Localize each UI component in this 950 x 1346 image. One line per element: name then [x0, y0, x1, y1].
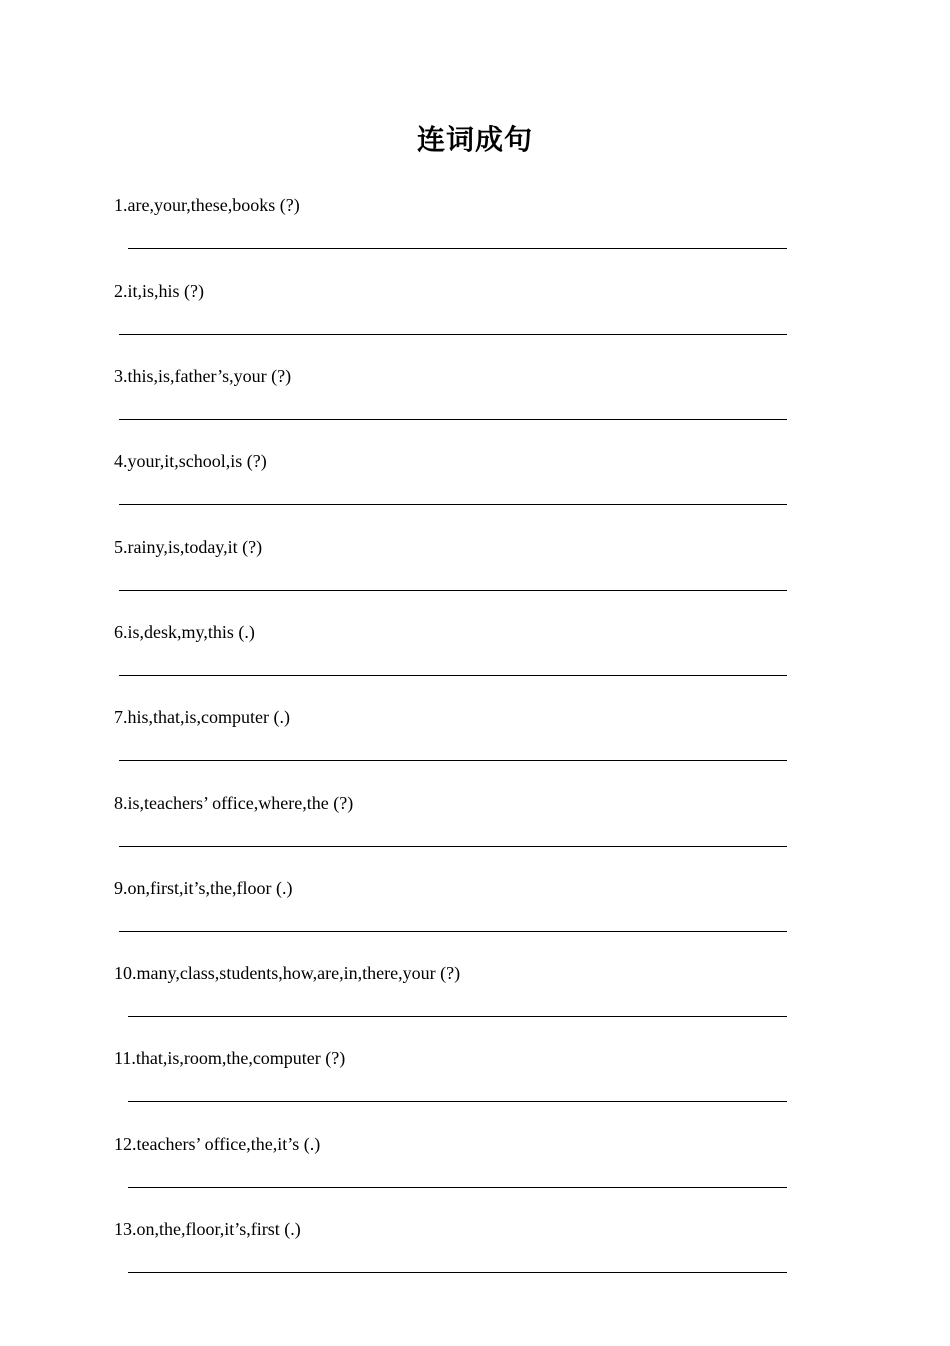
question-item — [114, 620, 804, 700]
question-prompt: 12.teachers’ office,the,it’s (.) — [114, 1134, 321, 1154]
question-prompt: 5.rainy,is,today,it (?) — [114, 537, 263, 557]
answer-line[interactable] — [119, 590, 787, 591]
answer-line[interactable] — [119, 760, 787, 761]
answer-line[interactable] — [119, 334, 787, 335]
question-item — [114, 535, 804, 615]
answer-line[interactable] — [128, 1272, 787, 1273]
question-item — [114, 449, 804, 529]
question-item — [114, 1046, 804, 1126]
question-item — [114, 1217, 804, 1297]
question-prompt: 13.on,the,floor,it’s,first (.) — [114, 1219, 301, 1239]
question-prompt: 1.are,your,these,books (?) — [114, 195, 300, 215]
answer-line[interactable] — [119, 419, 787, 420]
question-prompt: 3.this,is,father’s,your (?) — [114, 366, 292, 386]
question-item — [114, 705, 804, 785]
answer-line[interactable] — [128, 1187, 787, 1188]
question-item — [114, 961, 804, 1041]
answer-line[interactable] — [119, 846, 787, 847]
question-prompt: 6.is,desk,my,this (.) — [114, 622, 255, 642]
question-prompt: 4.your,it,school,is (?) — [114, 451, 267, 471]
question-prompt: 10.many,class,students,how,are,in,there,your (?) — [114, 963, 461, 983]
question-item — [114, 876, 804, 956]
question-item — [114, 193, 804, 273]
answer-line[interactable] — [128, 1101, 787, 1102]
question-item — [114, 279, 804, 359]
question-item — [114, 364, 804, 444]
answer-line[interactable] — [128, 248, 787, 249]
question-prompt: 11.that,is,room,the,computer (?) — [114, 1048, 346, 1068]
question-item — [114, 1132, 804, 1212]
question-prompt: 7.his,that,is,computer (.) — [114, 707, 290, 727]
question-prompt: 8.is,teachers’ office,where,the (?) — [114, 793, 354, 813]
question-item — [114, 791, 804, 871]
answer-line[interactable] — [128, 1016, 787, 1017]
question-prompt: 9.on,first,it’s,the,floor (.) — [114, 878, 293, 898]
answer-line[interactable] — [119, 675, 787, 676]
answer-line[interactable] — [119, 504, 787, 505]
worksheet-title: 连词成句 — [416, 123, 533, 156]
answer-line[interactable] — [119, 931, 787, 932]
question-prompt: 2.it,is,his (?) — [114, 281, 204, 301]
